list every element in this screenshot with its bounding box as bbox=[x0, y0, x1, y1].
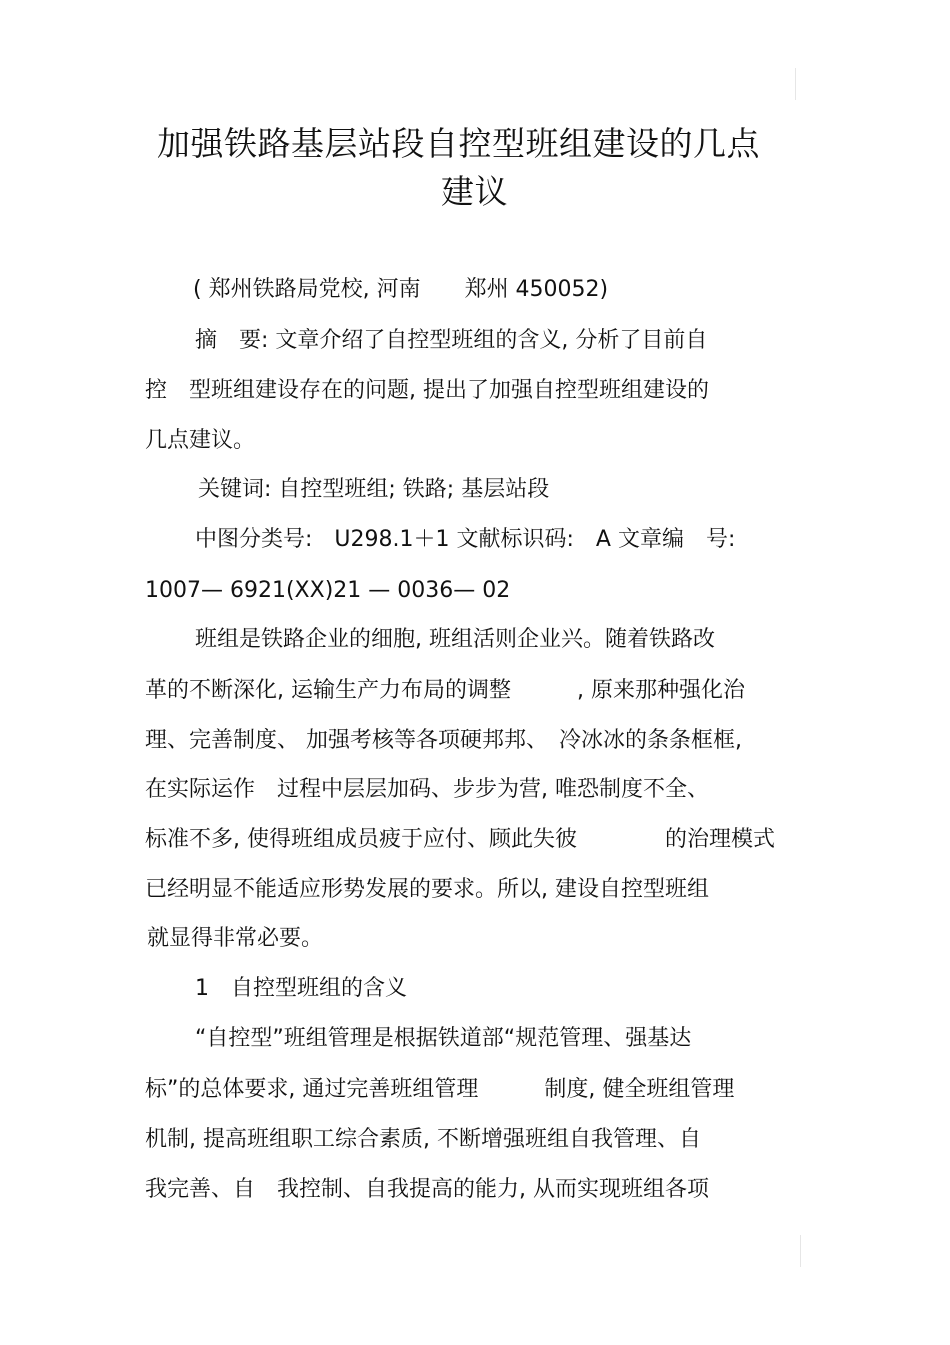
intro-paragraph-line-3: 理、完善制度、 加强考核等各项硬邦邦、 冷冰冰的条条框框, bbox=[145, 728, 742, 753]
document-title-line-2: 建议 bbox=[441, 172, 508, 211]
intro-paragraph-line-5: 标准不多, 使得班组成员疲于应付、顾此失彼 的治理模式 bbox=[145, 827, 775, 852]
section-1-paragraph-line-4: 我完善、自 我控制、自我提高的能力, 从而实现班组各项 bbox=[145, 1177, 709, 1202]
intro-paragraph-line-6: 已经明显不能适应形势发展的要求。所以, 建设自控型班组 bbox=[145, 877, 709, 902]
intro-paragraph-line-1: 班组是铁路企业的细胞, 班组活则企业兴。随着铁路改 bbox=[195, 627, 715, 652]
section-1-paragraph-line-2: 标”的总体要求, 通过完善班组管理 制度, 健全班组管理 bbox=[145, 1077, 735, 1102]
document-title-line-1: 加强铁路基层站段自控型班组建设的几点 bbox=[157, 124, 760, 163]
section-1-heading: 1 自控型班组的含义 bbox=[195, 976, 407, 1001]
page-margin-mark-top bbox=[795, 68, 796, 100]
abstract-line-1: 摘 要: 文章介绍了自控型班组的含义, 分析了目前自 bbox=[195, 328, 708, 353]
section-1-paragraph-line-1: “自控型”班组管理是根据铁道部“规范管理、强基达 bbox=[195, 1026, 692, 1051]
intro-paragraph-line-7: 就显得非常必要。 bbox=[147, 926, 324, 951]
abstract-line-3: 几点建议。 bbox=[145, 428, 256, 453]
page-margin-mark-bottom bbox=[800, 1235, 801, 1267]
keywords-line: 关键词: 自控型班组; 铁路; 基层站段 bbox=[198, 477, 550, 502]
abstract-line-2: 控 型班组建设存在的问题, 提出了加强自控型班组建设的 bbox=[145, 378, 709, 403]
classification-line-2: 1007— 6921(XX)21 — 0036— 02 bbox=[145, 578, 511, 603]
section-1-paragraph-line-3: 机制, 提高班组职工综合素质, 不断增强班组自我管理、自 bbox=[145, 1127, 701, 1152]
intro-paragraph-line-4: 在实际运作 过程中层层加码、步步为营, 唯恐制度不全、 bbox=[145, 777, 709, 802]
author-affiliation: ( 郑州铁路局党校, 河南 郑州 450052) bbox=[193, 277, 609, 302]
classification-line-1: 中图分类号: U298.1＋1 文献标识码: A 文章编 号: bbox=[195, 527, 736, 552]
intro-paragraph-line-2: 革的不断深化, 运输生产力布局的调整 , 原来那种强化治 bbox=[145, 678, 745, 703]
